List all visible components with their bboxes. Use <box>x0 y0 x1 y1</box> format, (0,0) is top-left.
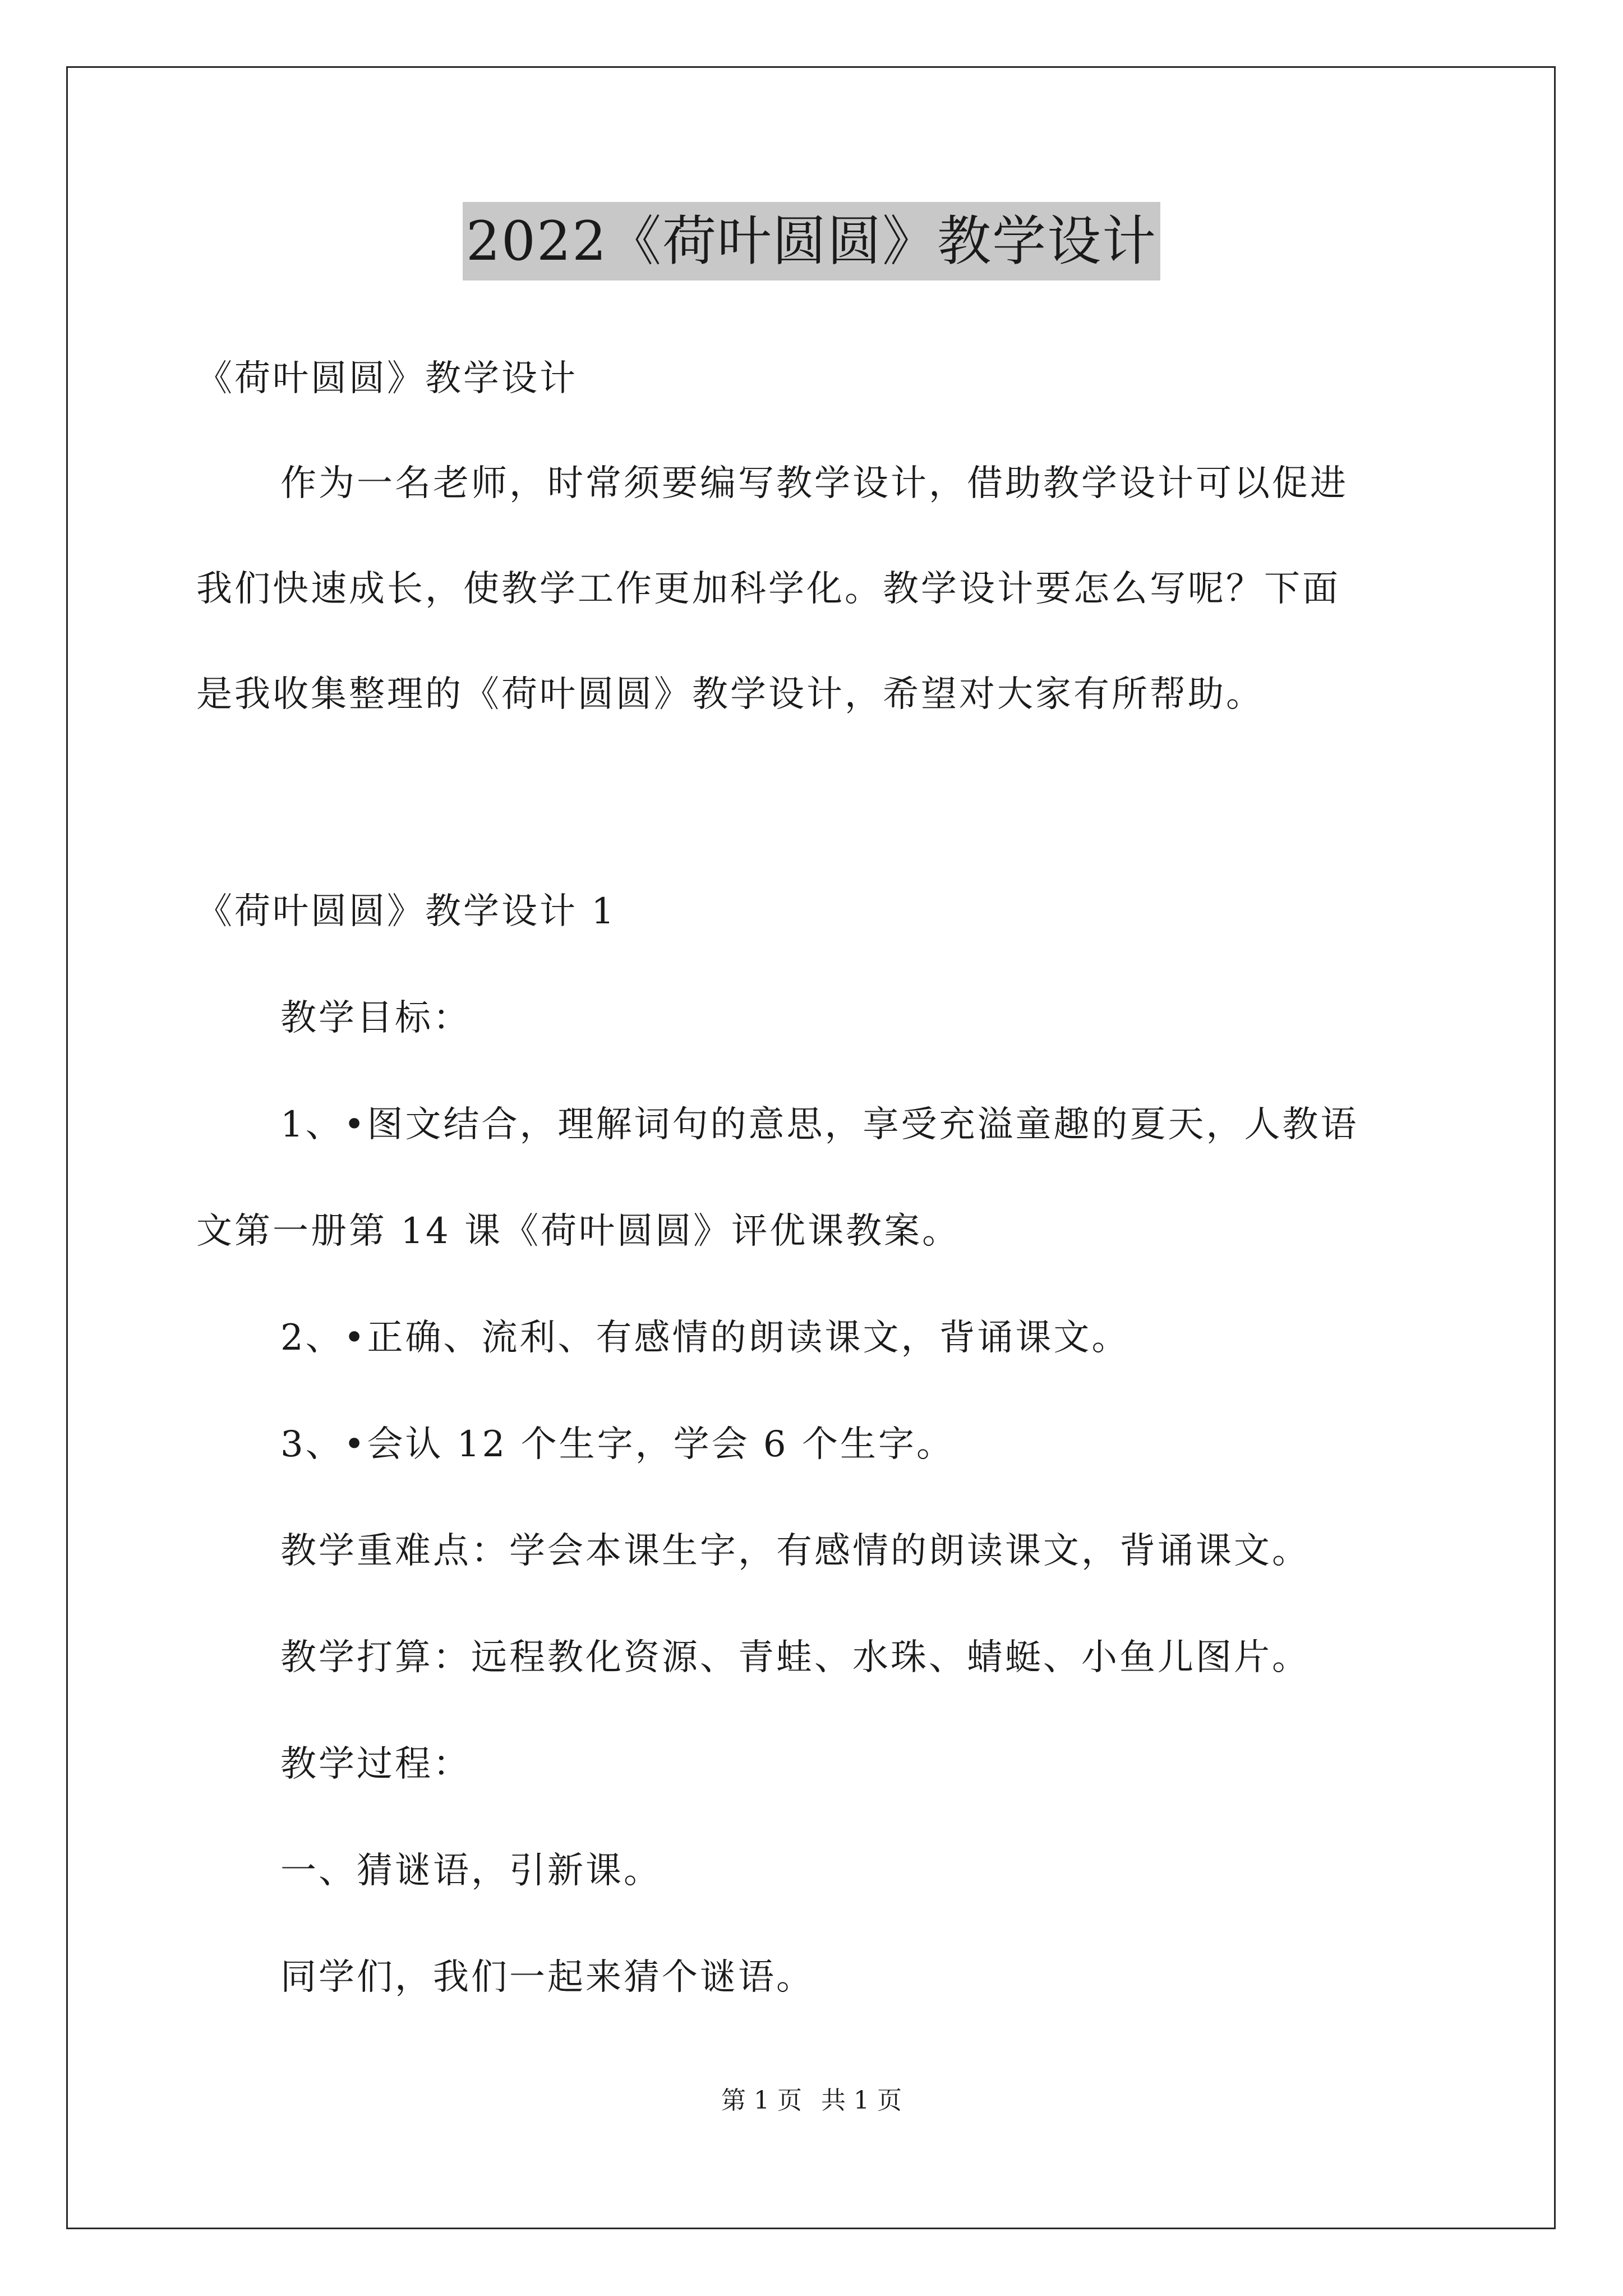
title-block <box>0 202 1623 280</box>
goal-1-line-1: 1、•图文结合，理解词句的意思，享受充溢童趣的夏天，人教语 <box>280 1104 1359 1145</box>
goal-3: 3、•会认 12 个生字，学会 6 个生字。 <box>280 1424 955 1465</box>
goal-2: 2、•正确、流利、有感情的朗读课文，背诵课文。 <box>280 1317 1130 1359</box>
intro-line-2: 我们快速成长，使教学工作更加科学化。教学设计要怎么写呢？下面 <box>196 568 1340 610</box>
process-label: 教学过程： <box>280 1743 471 1785</box>
key-points: 教学重难点：学会本课生字，有感情的朗读课文，背诵课文。 <box>280 1530 1310 1572</box>
step-1-heading: 一、猜谜语，引新课。 <box>280 1850 662 1892</box>
subtitle: 《荷叶圆圆》教学设计 <box>196 358 578 399</box>
document-title: 2022《荷叶圆圆》教学设计 <box>463 202 1160 280</box>
page-number: 第 1 页 <box>721 2086 802 2115</box>
intro-line-3: 是我收集整理的《荷叶圆圆》教学设计，希望对大家有所帮助。 <box>196 674 1264 715</box>
section-heading: 《荷叶圆圆》教学设计 1 <box>196 891 617 932</box>
goal-1-line-2: 文第一册第 14 课《荷叶圆圆》评优课教案。 <box>196 1211 961 1252</box>
page-footer <box>0 2084 1623 2118</box>
preparation: 教学打算：远程教化资源、青蛙、水珠、蜻蜓、小鱼儿图片。 <box>280 1637 1310 1678</box>
goals-label: 教学目标： <box>280 997 471 1039</box>
page-total: 共 1 页 <box>821 2086 902 2115</box>
step-1-text: 同学们，我们一起来猜个谜语。 <box>280 1957 814 1998</box>
intro-line-1: 作为一名老师，时常须要编写教学设计，借助教学设计可以促进 <box>280 463 1348 504</box>
